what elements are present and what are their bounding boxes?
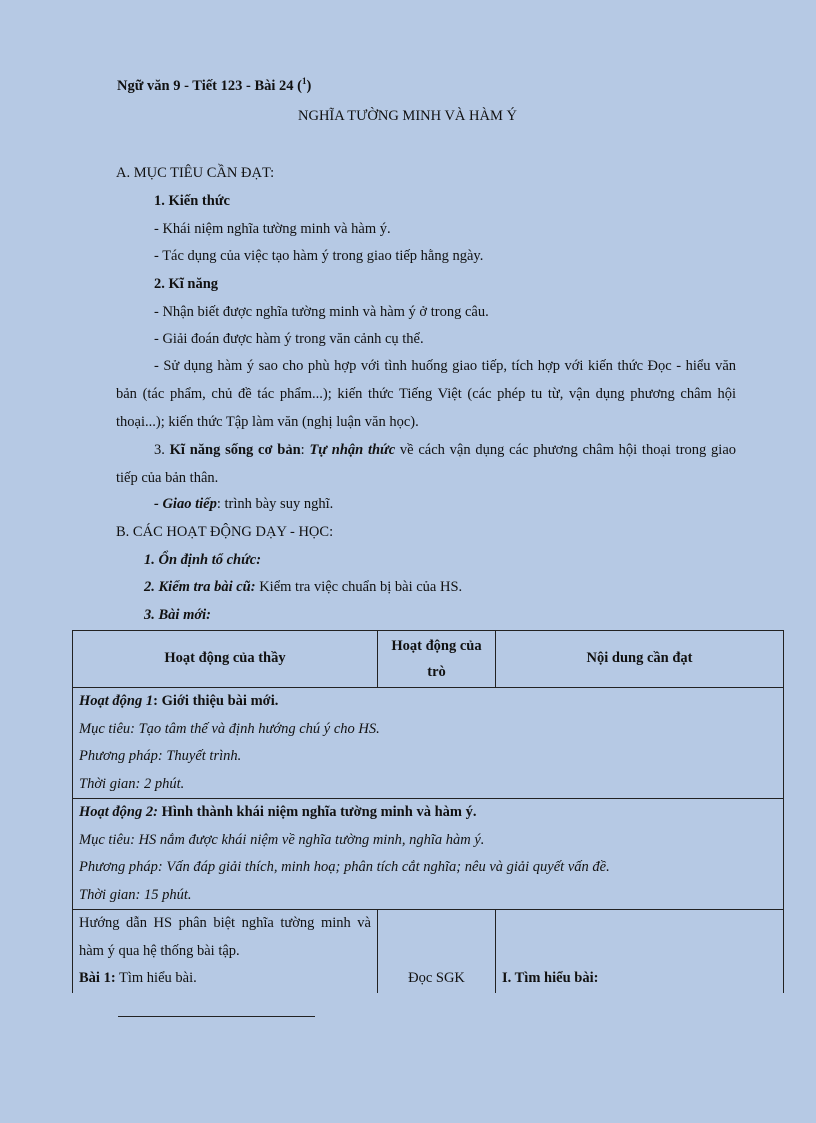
activity-1-row <box>73 688 784 799</box>
section-a-heading: A. MỤC TIÊU CẦN ĐẠT: <box>116 165 275 181</box>
content-cell <box>496 910 784 993</box>
page-title: NGHĨA TƯỜNG MINH VÀ HÀM Ý <box>298 108 517 124</box>
activity-2-goal: Mục tiêu: HS nắm được khái niệm về nghĩa tường minh, nghĩa hàm ý. <box>79 831 485 848</box>
activity-2-method: Phương pháp: Vấn đáp giải thích, minh hoạ; phân tích cắt nghĩa; nêu và giải quyết vấn đề. <box>79 859 610 875</box>
footnote-mark[interactable]: 1 <box>302 76 307 86</box>
header-student: Hoạt động của trò <box>378 631 496 688</box>
exercise-line: Bài 1: Tìm hiểu bài. <box>79 970 197 986</box>
table-row <box>73 910 784 993</box>
activity-1-title: Hoạt động 1: Giới thiệu bài mới. <box>79 693 279 709</box>
activity-2-row <box>73 799 784 910</box>
activity-1-method: Phương pháp: Thuyết trình. <box>79 748 242 764</box>
lesson-label: Ngữ văn 9 - Tiết 123 - Bài 24 ( <box>117 78 302 94</box>
teacher-instruction: Hướng dẫn HS phân biệt nghĩa tường minh và hàm ý qua hệ thống bài tập. <box>79 915 371 959</box>
content-heading: I. Tìm hiểu bài: <box>502 970 599 986</box>
skills-long-item: - Sử dụng hàm ý sao cho phù hợp với tình huống giao tiếp, tích hợp với kiến thức Đọc - hiểu văn bản (tác phẩm, chủ đề tác phẩm...); kiến thức Tiếng Việt (các phép tu từ, vận dụng phương châm hội thoại...); kiến thức Tập làm văn (nghị luận văn học). <box>116 358 736 430</box>
activity-2-time: Thời gian: 15 phút. <box>79 886 192 903</box>
student-cell <box>378 910 496 993</box>
header-teacher: Hoạt động của thầy <box>73 631 378 688</box>
step-3: 3. Bài mới: <box>144 607 211 623</box>
skills-item-2: - Giải đoán được hàm ý trong văn cảnh cụ thể. <box>154 331 424 347</box>
life-skills-paragraph: 3. Kĩ năng sống cơ bản: Tự nhận thức về cách vận dụng các phương châm hội thoại trong giao tiếp của bản thân. <box>116 442 737 486</box>
lesson-plan-table <box>72 630 784 993</box>
section-b-heading: B. CÁC HOẠT ĐỘNG DẠY - HỌC: <box>116 524 334 540</box>
activity-2-cell <box>73 799 784 910</box>
header-content: Nội dung cần đạt <box>496 631 784 688</box>
lesson-close: ) <box>306 78 312 94</box>
step-1: 1. Ổn định tổ chức: <box>144 552 262 568</box>
footnote-separator <box>118 1016 315 1017</box>
knowledge-item-1: - Khái niệm nghĩa tường minh và hàm ý. <box>154 221 391 237</box>
skills-item-1: - Nhận biết được nghĩa tường minh và hàm ý ở trong câu. <box>154 304 489 320</box>
activity-2-title: Hoạt động 2: Hình thành khái niệm nghĩa tường minh và hàm ý. <box>79 804 477 820</box>
lesson-header <box>117 78 311 95</box>
knowledge-heading: 1. Kiến thức <box>154 193 230 209</box>
knowledge-item-2: - Tác dụng của việc tạo hàm ý trong giao tiếp hằng ngày. <box>154 248 484 264</box>
activity-1-cell <box>73 688 784 799</box>
step-2: 2. Kiểm tra bài cũ: Kiểm tra việc chuẩn bị bài của HS. <box>144 579 463 595</box>
student-activity: Đọc SGK <box>408 970 465 986</box>
teacher-cell <box>73 910 378 993</box>
activity-1-time: Thời gian: 2 phút. <box>79 775 185 792</box>
communication-skill: - Giao tiếp: trình bày suy nghĩ. <box>154 496 334 512</box>
table-header-row <box>73 631 784 688</box>
activity-1-goal: Mục tiêu: Tạo tâm thế và định hướng chú ý cho HS. <box>79 720 380 737</box>
skills-heading: 2. Kĩ năng <box>154 276 219 292</box>
